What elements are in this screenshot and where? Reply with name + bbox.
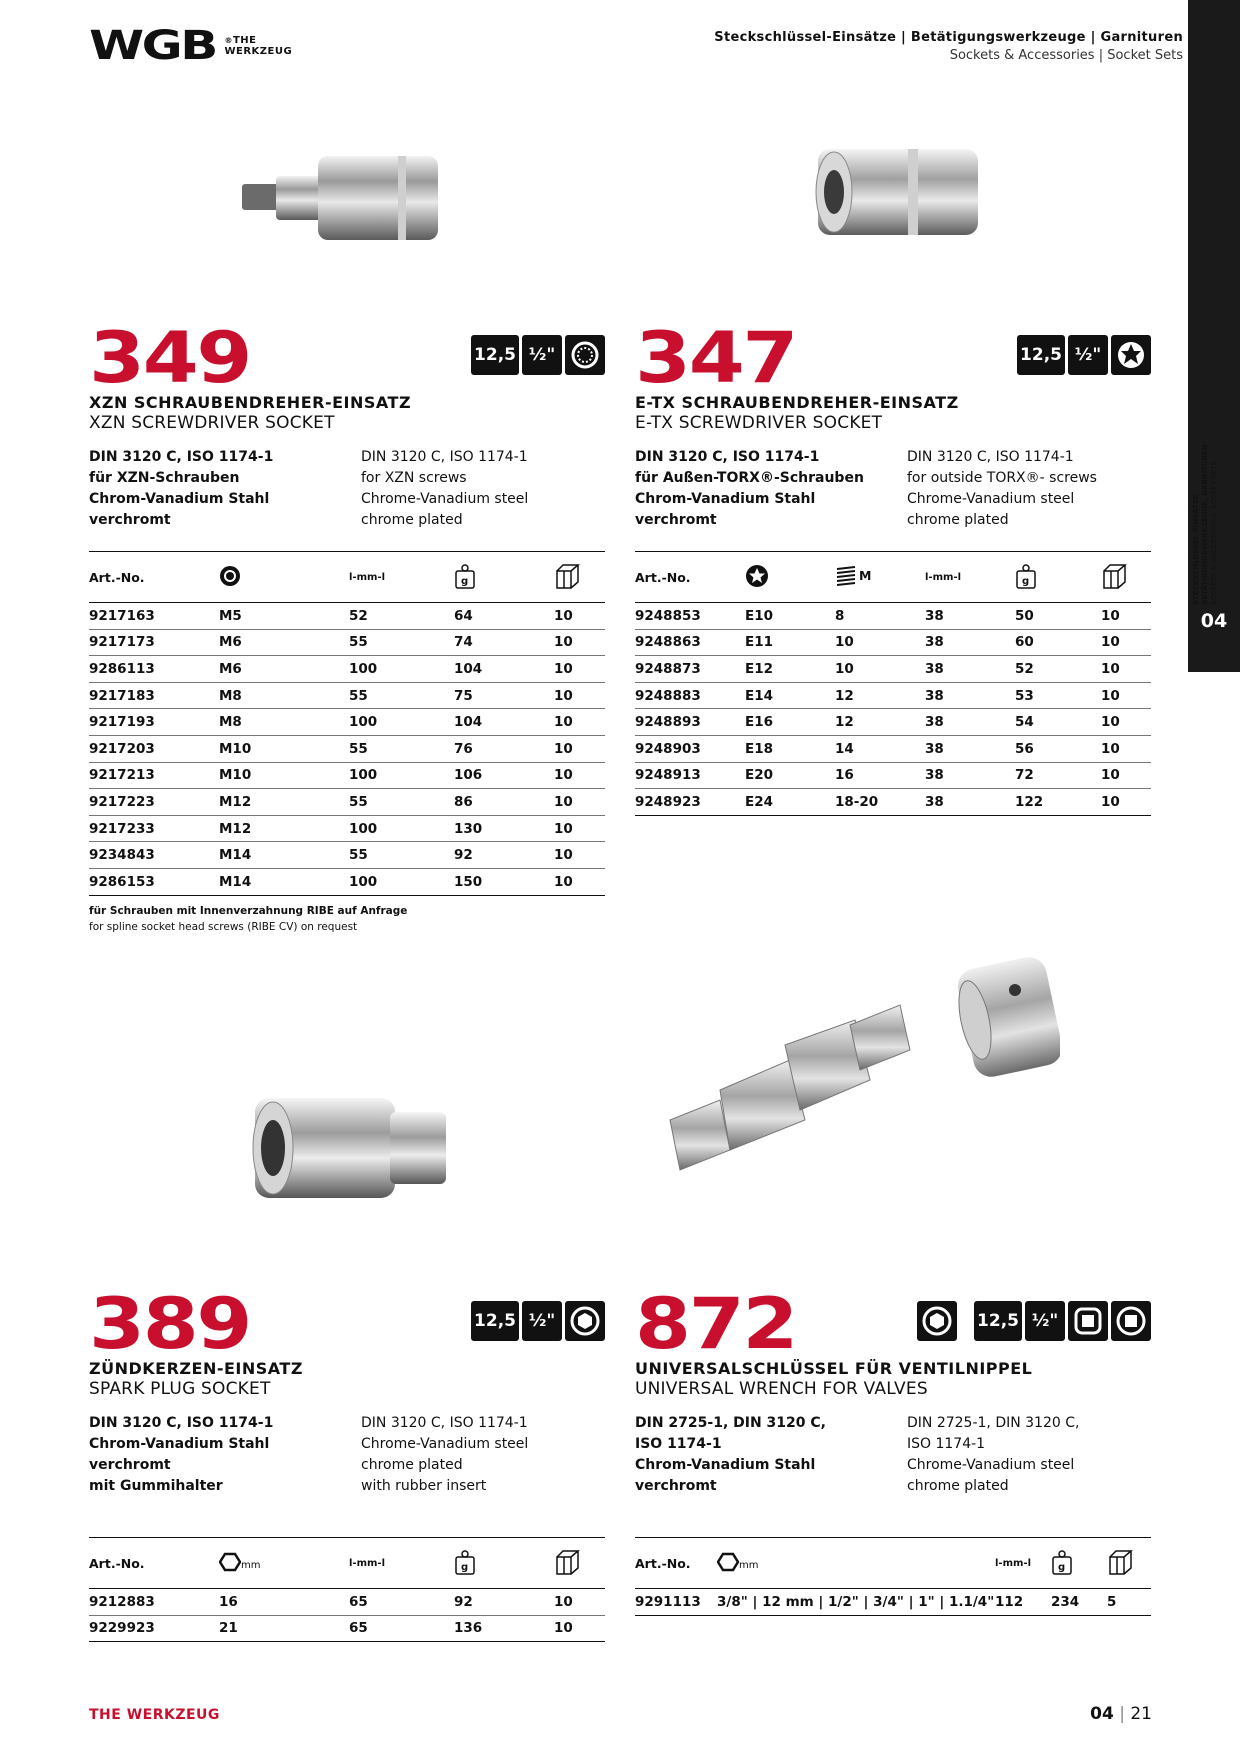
table-cell: 10: [554, 682, 605, 709]
col-art-no: Art.-No.: [89, 1538, 219, 1589]
table-cell: 104: [454, 656, 554, 683]
product-table-349: [89, 551, 605, 896]
table-cell: M6: [219, 656, 349, 683]
table-cell: E20: [745, 762, 835, 789]
table-cell: 10: [554, 735, 605, 762]
table-row: [89, 789, 605, 816]
logo-mark: WGB: [89, 23, 216, 69]
table-cell: 9286153: [89, 868, 219, 895]
hex-size-icon: [219, 1538, 349, 1589]
table-row: [89, 682, 605, 709]
col-length: l-mm-l: [995, 1538, 1051, 1589]
drive-inch-badge: ½": [1025, 1301, 1065, 1341]
table-cell: 9248903: [635, 735, 745, 762]
spec-en-line: Chrome-Vanadium steel: [907, 1457, 1075, 1473]
product-subtitle: E-TX SCREWDRIVER SOCKET: [635, 413, 883, 433]
table-cell: 55: [349, 682, 454, 709]
table-cell: E12: [745, 656, 835, 683]
weight-icon: [1015, 552, 1101, 603]
tab-line-1: STECKSCHLÜSSEL-EINSÄTZE: [1192, 494, 1200, 605]
spec-en-line: with rubber insert: [361, 1478, 487, 1494]
spec-de-line: für XZN-Schrauben: [89, 470, 240, 486]
table-cell: 10: [554, 815, 605, 842]
table-cell: 5: [1107, 1589, 1151, 1616]
table-cell: 10: [835, 656, 925, 683]
table-cell: 10: [554, 656, 605, 683]
product-table-347: [635, 551, 1151, 816]
thread-icon: [835, 552, 925, 603]
table-cell: 92: [454, 1589, 554, 1616]
table-cell: E10: [745, 603, 835, 630]
drive-badges: [471, 335, 605, 375]
table-cell: 10: [554, 629, 605, 656]
table-cell: E18: [745, 735, 835, 762]
valve-wrench-872-photo: [660, 950, 1060, 1190]
square-drive-icon: [1068, 1301, 1108, 1341]
pack-icon: [1107, 1538, 1151, 1589]
chapter-number: 04: [1200, 610, 1228, 632]
xzn-spline-icon: [565, 335, 605, 375]
socket-349-photo: [238, 148, 458, 248]
drive-size-badge: 12,5: [471, 335, 519, 375]
spec-de-line: Chrom-Vanadium Stahl: [89, 491, 270, 507]
header-title-de: Steckschlüssel-Einsätze | Betätigungswerkzeuge | Garnituren: [714, 30, 1183, 45]
table-cell: E16: [745, 709, 835, 736]
table-cell: 14: [835, 735, 925, 762]
product-subtitle: UNIVERSAL WRENCH FOR VALVES: [635, 1379, 928, 1399]
weight-icon: [454, 552, 554, 603]
table-cell: 21: [219, 1615, 349, 1642]
table-cell: 100: [349, 815, 454, 842]
spec-en-line: Chrome-Vanadium steel: [361, 1436, 529, 1452]
col-size: mm: [739, 1560, 759, 1571]
spec-de-line: verchromt: [635, 512, 717, 528]
product-number: 389: [89, 1283, 251, 1365]
table-cell: 65: [349, 1615, 454, 1642]
square-socket-icon: [1111, 1301, 1151, 1341]
table-row: [635, 682, 1151, 709]
table-cell: 122: [1015, 789, 1101, 816]
table-cell: M10: [219, 735, 349, 762]
table-cell: 38: [925, 629, 1015, 656]
spec-de: [635, 1413, 895, 1497]
table-cell: 100: [349, 709, 454, 736]
table-cell: 10: [1101, 603, 1151, 630]
table-row: [89, 1589, 605, 1616]
table-cell: 150: [454, 868, 554, 895]
table-cell: 9248923: [635, 789, 745, 816]
drive-size-badge: 12,5: [471, 1301, 519, 1341]
spec-en-line: chrome plated: [907, 1478, 1009, 1494]
spec-de-line: verchromt: [635, 1478, 717, 1494]
product-subtitle: XZN SCREWDRIVER SOCKET: [89, 413, 335, 433]
table-cell: 10: [1101, 762, 1151, 789]
chapter-tab-text: [1192, 425, 1240, 605]
product-note: [89, 903, 407, 935]
table-cell: M8: [219, 682, 349, 709]
table-cell: 72: [1015, 762, 1101, 789]
table-cell: M5: [219, 603, 349, 630]
table-cell: 112: [995, 1589, 1051, 1616]
spec-en-line: ISO 1174-1: [907, 1436, 986, 1452]
table-cell: 76: [454, 735, 554, 762]
drive-size-badge: 12,5: [974, 1301, 1022, 1341]
spec-de-line: DIN 3120 C, ISO 1174-1: [635, 449, 820, 465]
spec-de-line: DIN 3120 C, ISO 1174-1: [89, 449, 274, 465]
table-cell: 18-20: [835, 789, 925, 816]
table-cell: 3/8" | 12 mm | 1/2" | 3/4" | 1" | 1.1/4": [717, 1589, 995, 1616]
table-row: [89, 603, 605, 630]
table-cell: M12: [219, 815, 349, 842]
table-cell: 10: [1101, 789, 1151, 816]
spec-en-line: DIN 3120 C, ISO 1174-1: [907, 449, 1074, 465]
weight-icon: [1051, 1538, 1107, 1589]
table-cell: 9229923: [89, 1615, 219, 1642]
table-cell: 86: [454, 789, 554, 816]
table-row: [635, 629, 1151, 656]
table-cell: 8: [835, 603, 925, 630]
table-cell: 100: [349, 868, 454, 895]
spec-en: [907, 1413, 1151, 1497]
table-cell: 10: [1101, 656, 1151, 683]
table-cell: 55: [349, 735, 454, 762]
product-number: 349: [89, 317, 251, 399]
pack-icon: [1101, 552, 1151, 603]
table-row: [89, 735, 605, 762]
col-art-no: Art.-No.: [635, 552, 745, 603]
table-row: [89, 629, 605, 656]
logo-sub-1: THE: [232, 35, 257, 46]
table-cell: E11: [745, 629, 835, 656]
spec-en-line: Chrome-Vanadium steel: [361, 491, 529, 507]
pack-icon: [554, 1538, 605, 1589]
col-art-no: Art.-No.: [635, 1538, 717, 1589]
table-row: [89, 815, 605, 842]
product-title: E-TX SCHRAUBENDREHER-EINSATZ: [635, 393, 959, 412]
table-cell: 136: [454, 1615, 554, 1642]
footer-brand: THE WERKZEUG: [89, 1707, 220, 1723]
col-thread: M: [859, 568, 872, 583]
table-cell: 10: [554, 762, 605, 789]
hex-icon: [565, 1301, 605, 1341]
table-cell: M8: [219, 709, 349, 736]
spec-en-line: for outside TORX®- screws: [907, 470, 1097, 486]
spec-de-line: verchromt: [89, 512, 171, 528]
logo-sub-2: WERKZEUG: [224, 46, 293, 57]
table-cell: 12: [835, 709, 925, 736]
svg-text:g: g: [461, 1561, 469, 1573]
table-cell: 130: [454, 815, 554, 842]
table-cell: 10: [1101, 735, 1151, 762]
table-cell: 9217193: [89, 709, 219, 736]
table-cell: M6: [219, 629, 349, 656]
page-number: [1090, 1704, 1152, 1724]
table-cell: M10: [219, 762, 349, 789]
footer-section: 04: [1090, 1704, 1114, 1724]
table-cell: 10: [835, 629, 925, 656]
table-cell: 100: [349, 656, 454, 683]
product-number: 347: [635, 317, 797, 399]
hex-size-icon: [717, 1538, 995, 1589]
tab-line-3: SOCKETS & ACCESSORIES, SOCKET SETS: [1210, 461, 1218, 605]
spec-de-line: Chrom-Vanadium Stahl: [635, 1457, 816, 1473]
table-cell: 38: [925, 735, 1015, 762]
table-cell: 9248883: [635, 682, 745, 709]
product-subtitle: SPARK PLUG SOCKET: [89, 1379, 271, 1399]
spec-en-line: DIN 3120 C, ISO 1174-1: [361, 449, 528, 465]
table-cell: 16: [835, 762, 925, 789]
table-cell: 9212883: [89, 1589, 219, 1616]
table-cell: 55: [349, 789, 454, 816]
spec-en-line: Chrome-Vanadium steel: [907, 491, 1075, 507]
table-cell: 9291113: [635, 1589, 717, 1616]
col-art-no: Art.-No.: [89, 552, 219, 603]
table-cell: 10: [1101, 682, 1151, 709]
svg-text:g: g: [1022, 575, 1030, 587]
table-cell: 56: [1015, 735, 1101, 762]
table-cell: 9248853: [635, 603, 745, 630]
spec-en-line: for XZN screws: [361, 470, 467, 486]
drive-badges: [471, 1301, 605, 1341]
table-row: [635, 735, 1151, 762]
tab-line-2: BETÄTIGUNGSWERKZEUGE, GARNITUREN: [1201, 444, 1209, 605]
table-cell: 92: [454, 842, 554, 869]
table-cell: M12: [219, 789, 349, 816]
table-row: [89, 1615, 605, 1642]
table-cell: E24: [745, 789, 835, 816]
drive-inch-badge: ½": [522, 335, 562, 375]
table-row: [635, 603, 1151, 630]
spec-en-line: chrome plated: [907, 512, 1009, 528]
table-cell: 53: [1015, 682, 1101, 709]
hex-icon: [917, 1301, 957, 1341]
pack-icon: [554, 552, 605, 603]
table-cell: 106: [454, 762, 554, 789]
table-cell: 10: [554, 1615, 605, 1642]
table-row: [89, 656, 605, 683]
footer-page: 21: [1130, 1704, 1152, 1724]
col-length: l-mm-l: [925, 552, 1015, 603]
table-cell: 100: [349, 762, 454, 789]
table-cell: 10: [554, 868, 605, 895]
drive-inch-badge: ½": [1068, 335, 1108, 375]
table-cell: 10: [554, 603, 605, 630]
product-table-872: [635, 1537, 1151, 1616]
spec-de: [89, 1413, 349, 1497]
product-title: ZÜNDKERZEN-EINSATZ: [89, 1359, 303, 1378]
table-cell: 38: [925, 709, 1015, 736]
table-cell: 9248873: [635, 656, 745, 683]
spec-de-line: für Außen-TORX®-Schrauben: [635, 470, 864, 486]
table-cell: 50: [1015, 603, 1101, 630]
note-en: for spline socket head screws (RIBE CV) on request: [89, 921, 358, 933]
svg-text:g: g: [1058, 1561, 1066, 1573]
table-cell: 38: [925, 682, 1015, 709]
table-row: [89, 762, 605, 789]
spec-en-line: DIN 2725-1, DIN 3120 C,: [907, 1415, 1080, 1431]
table-cell: 9217213: [89, 762, 219, 789]
table-cell: M14: [219, 842, 349, 869]
table-row: [635, 709, 1151, 736]
table-cell: 9217163: [89, 603, 219, 630]
table-cell: 10: [554, 709, 605, 736]
spec-en: [907, 447, 1151, 531]
spec-de-line: Chrom-Vanadium Stahl: [635, 491, 816, 507]
torx-star-icon: [1111, 335, 1151, 375]
spec-de-line: verchromt: [89, 1457, 171, 1473]
spec-de-line: ISO 1174-1: [635, 1436, 722, 1452]
spec-en: [361, 1413, 605, 1497]
table-cell: 9248863: [635, 629, 745, 656]
table-cell: 52: [349, 603, 454, 630]
table-cell: 38: [925, 762, 1015, 789]
table-cell: 38: [925, 603, 1015, 630]
table-cell: 9248893: [635, 709, 745, 736]
table-cell: 64: [454, 603, 554, 630]
spec-de-line: Chrom-Vanadium Stahl: [89, 1436, 270, 1452]
table-cell: 9248913: [635, 762, 745, 789]
col-length: l-mm-l: [349, 552, 454, 603]
table-row: [635, 789, 1151, 816]
header-title-en: Sockets & Accessories | Socket Sets: [949, 48, 1183, 63]
spec-de-line: mit Gummihalter: [89, 1478, 223, 1494]
spec-en-line: chrome plated: [361, 512, 463, 528]
table-cell: 9217203: [89, 735, 219, 762]
table-cell: 10: [1101, 629, 1151, 656]
table-cell: 52: [1015, 656, 1101, 683]
drive-size-badge: 12,5: [1017, 335, 1065, 375]
table-cell: E14: [745, 682, 835, 709]
socket-389-photo: [245, 1090, 455, 1205]
note-de: für Schrauben mit Innenverzahnung RIBE auf Anfrage: [89, 905, 408, 917]
table-row: [89, 709, 605, 736]
table-cell: 10: [1101, 709, 1151, 736]
table-cell: 9217233: [89, 815, 219, 842]
drive-inch-badge: ½": [522, 1301, 562, 1341]
table-cell: 38: [925, 656, 1015, 683]
table-row: [635, 1589, 1151, 1616]
table-cell: 55: [349, 842, 454, 869]
spec-en-line: DIN 3120 C, ISO 1174-1: [361, 1415, 528, 1431]
table-cell: 9234843: [89, 842, 219, 869]
table-cell: 75: [454, 682, 554, 709]
spec-de: [635, 447, 895, 531]
table-cell: 55: [349, 629, 454, 656]
spec-en: [361, 447, 605, 531]
drive-badges: [1017, 335, 1151, 375]
spec-en-line: chrome plated: [361, 1457, 463, 1473]
drive-badges: [917, 1301, 1151, 1341]
page-header: [714, 29, 1183, 65]
table-cell: 38: [925, 789, 1015, 816]
table-cell: 9217183: [89, 682, 219, 709]
product-title: XZN SCHRAUBENDREHER-EINSATZ: [89, 393, 412, 412]
table-cell: 10: [554, 1589, 605, 1616]
table-row: [89, 842, 605, 869]
table-row: [635, 762, 1151, 789]
table-row: [89, 868, 605, 895]
table-cell: 234: [1051, 1589, 1107, 1616]
spline-icon: [219, 552, 349, 603]
spec-de-line: DIN 2725-1, DIN 3120 C,: [635, 1415, 826, 1431]
product-table-389: [89, 1537, 605, 1642]
table-row: [635, 656, 1151, 683]
product-title: UNIVERSALSCHLÜSSEL FÜR VENTILNIPPEL: [635, 1359, 1033, 1378]
table-cell: 10: [554, 789, 605, 816]
table-cell: 9217173: [89, 629, 219, 656]
table-cell: 65: [349, 1589, 454, 1616]
spec-de-line: DIN 3120 C, ISO 1174-1: [89, 1415, 274, 1431]
col-size: mm: [241, 1560, 261, 1571]
brand-logo: [89, 23, 293, 69]
spec-de: [89, 447, 349, 531]
table-cell: 10: [554, 842, 605, 869]
footer-separator: |: [1119, 1704, 1125, 1724]
col-length: l-mm-l: [349, 1538, 454, 1589]
table-cell: 9286113: [89, 656, 219, 683]
table-cell: M14: [219, 868, 349, 895]
table-cell: 54: [1015, 709, 1101, 736]
table-cell: 16: [219, 1589, 349, 1616]
table-cell: 9217223: [89, 789, 219, 816]
table-cell: 74: [454, 629, 554, 656]
torx-icon: [745, 552, 835, 603]
product-number: 872: [635, 1283, 797, 1365]
table-cell: 12: [835, 682, 925, 709]
table-cell: 104: [454, 709, 554, 736]
svg-text:g: g: [461, 575, 469, 587]
logo-subtext: ®THE WERKZEUG: [224, 35, 293, 57]
weight-icon: [454, 1538, 554, 1589]
socket-347-photo: [808, 135, 988, 245]
table-cell: 60: [1015, 629, 1101, 656]
